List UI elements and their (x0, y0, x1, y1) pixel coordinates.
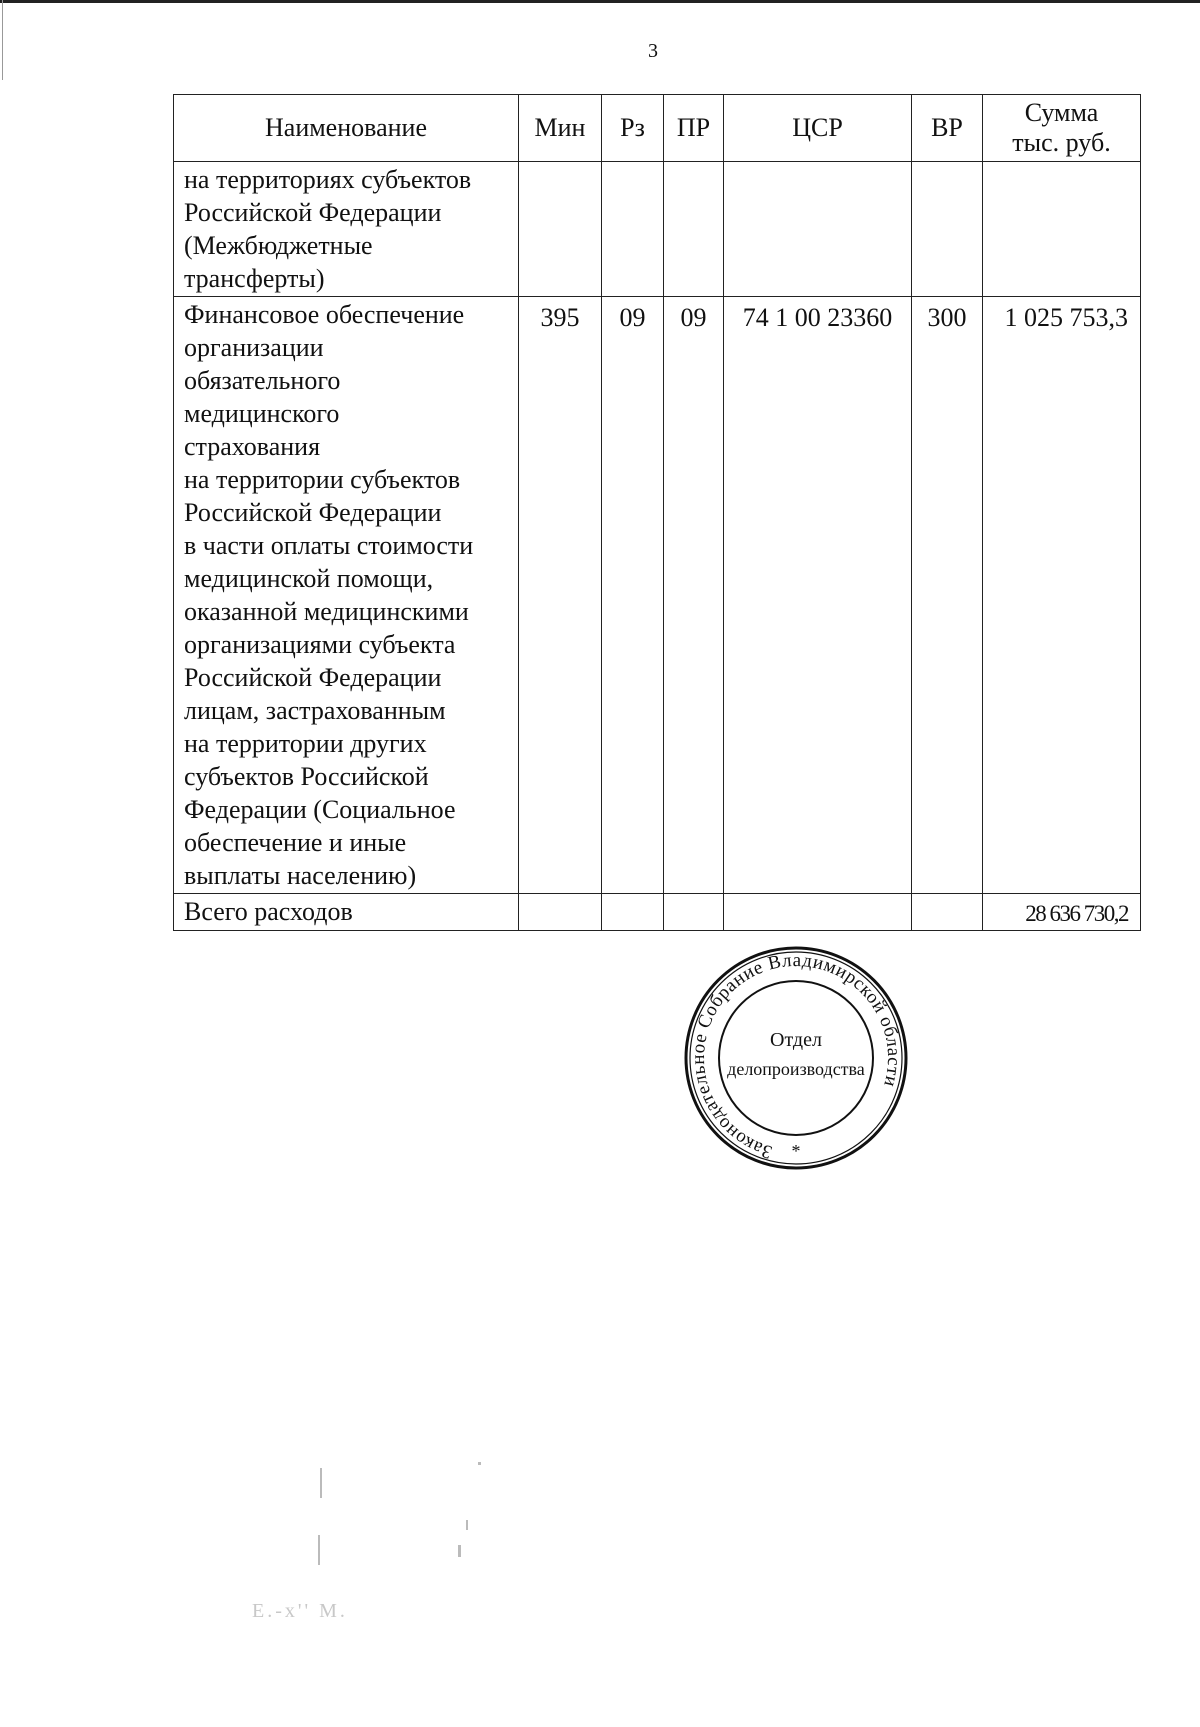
scan-speck (318, 1535, 320, 1565)
row-min-cell (519, 162, 602, 297)
row-sum-cell: 1 025 753,3 (983, 297, 1141, 894)
total-sum: 28 636 730,2 (983, 894, 1141, 931)
scan-speck (466, 1520, 468, 1530)
scan-left-border (2, 0, 3, 80)
scan-speck (478, 1462, 481, 1465)
page-number: 3 (648, 40, 658, 62)
header-name: Наименование (174, 95, 519, 162)
header-rz: Рз (602, 95, 664, 162)
scan-speck (458, 1545, 461, 1557)
table-row (174, 297, 1141, 894)
total-empty-cell (664, 894, 724, 931)
row-name-line: в части оплаты стоимости (184, 531, 474, 560)
row-name-line: оказанной медицинскими (184, 597, 469, 626)
row-name-line: трансферты) (184, 264, 325, 293)
scan-top-border (0, 0, 1200, 3)
row-name-line: обеспечение и иные (184, 828, 407, 857)
row-name-line: обязательного (184, 366, 341, 395)
row-vr-cell (912, 162, 983, 297)
row-name-line: Федерации (Социальное (184, 795, 456, 824)
header-sum (983, 95, 1141, 162)
row-name-line: организации (184, 333, 324, 362)
total-row (174, 894, 1141, 931)
row-name-cell (174, 162, 519, 297)
row-name-line: (Межбюджетные (184, 231, 373, 260)
total-label: Всего расходов (174, 894, 519, 931)
row-name-cell (174, 297, 519, 894)
total-empty-cell (602, 894, 664, 931)
row-vr-cell: 300 (912, 297, 983, 894)
total-empty-cell (519, 894, 602, 931)
row-name-line: медицинской помощи, (184, 564, 434, 593)
row-name-line: медицинского (184, 399, 340, 428)
row-min-cell: 395 (519, 297, 602, 894)
header-pr: ПР (664, 95, 724, 162)
row-sum-cell (983, 162, 1141, 297)
row-name-line: на территориях субъектов (184, 165, 472, 194)
row-name-line: страхования (184, 432, 321, 461)
seal-star: * (791, 1141, 801, 1161)
row-pr-cell (664, 162, 724, 297)
total-empty-cell (724, 894, 912, 931)
row-name-line: Финансовое обеспечение (184, 300, 465, 329)
row-name-line: организациями субъекта (184, 630, 456, 659)
seal-center-line1: Отдел (770, 1029, 822, 1051)
row-csr-cell: 74 1 00 23360 (724, 297, 912, 894)
header-sum-line2: тыс. руб. (1012, 128, 1111, 157)
seal-ring-text: Законодательное Собрание Владимирской области (687, 949, 905, 1163)
row-csr-cell (724, 162, 912, 297)
row-name-line: лицам, застрахованным (184, 696, 446, 725)
header-vr: ВР (912, 95, 983, 162)
row-name-line: на территории других (184, 729, 427, 758)
row-rz-cell (602, 162, 664, 297)
row-name-line: на территории субъектов (184, 465, 461, 494)
row-name-line: выплаты населению) (184, 861, 417, 890)
official-seal-stamp (683, 945, 909, 1171)
row-name-line: Российской Федерации (184, 663, 442, 692)
row-pr-cell: 09 (664, 297, 724, 894)
header-min: Мин (519, 95, 602, 162)
row-rz-cell: 09 (602, 297, 664, 894)
row-name-line: Российской Федерации (184, 198, 442, 227)
row-name-line: Российской Федерации (184, 498, 442, 527)
table-row (174, 162, 1141, 297)
scan-artifact-text: Е.-х'' М. (252, 1600, 348, 1622)
header-csr: ЦСР (724, 95, 912, 162)
scan-speck (320, 1468, 322, 1498)
total-empty-cell (912, 894, 983, 931)
table-header-row (174, 95, 1141, 162)
seal-center-line2: делопроизводства (727, 1059, 865, 1079)
row-name-line: субъектов Российской (184, 762, 429, 791)
budget-table (173, 94, 1141, 931)
header-sum-line1: Сумма (1024, 98, 1099, 127)
